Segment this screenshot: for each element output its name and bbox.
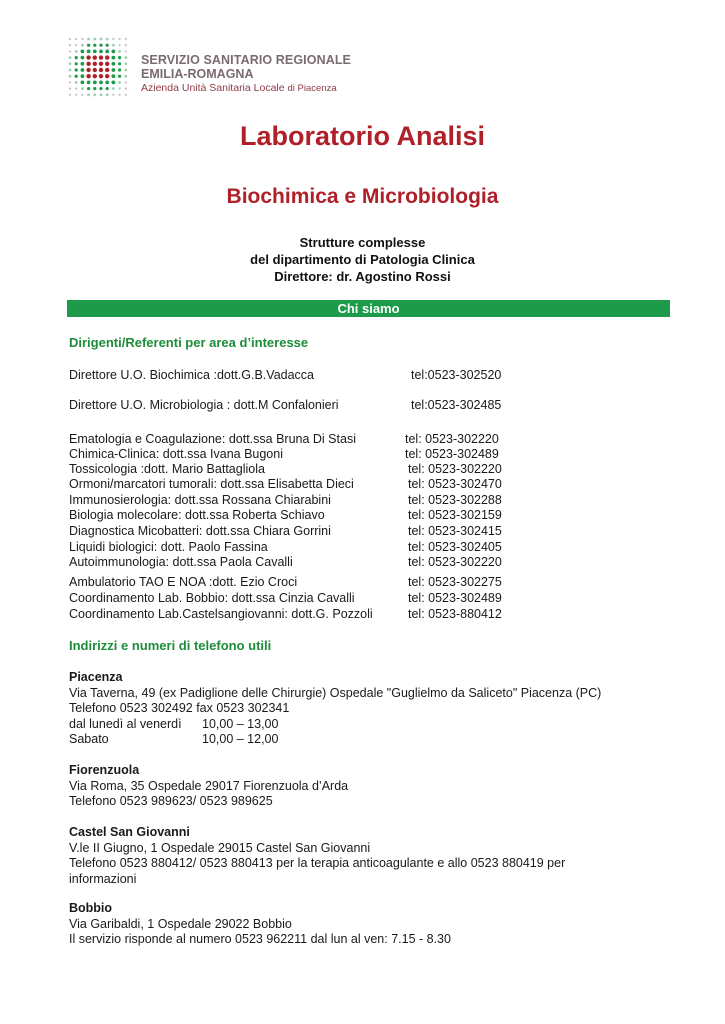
logo-dot: [125, 38, 127, 40]
referente-name: Tossicologia :dott. Mario Battagliola: [69, 462, 265, 476]
referente-tel: tel: 0523-302159: [408, 508, 502, 522]
logo-dot: [93, 50, 97, 54]
logo-dot: [118, 44, 120, 46]
referente-row: [69, 476, 629, 492]
city-name: Bobbio: [69, 901, 113, 915]
logo-text: [141, 53, 351, 96]
logo-dot-grid-icon: [67, 36, 131, 98]
referente-row: [69, 492, 629, 508]
referente-name: Ambulatorio TAO E NOA :dott. Ezio Croci: [69, 575, 298, 589]
org-line-3: [141, 81, 351, 96]
logo-dot: [87, 50, 91, 54]
logo-dot: [87, 93, 90, 96]
strutture-line-3: Direttore: dr. Agostino Rossi: [274, 269, 451, 284]
referente-tel: tel: 0523-302405: [408, 540, 502, 554]
city-name: Fiorenzuola: [69, 763, 140, 777]
referente-name: Coordinamento Lab. Bobbio: dott.ssa Cinzia Cavalli: [69, 591, 355, 605]
logo-dot: [118, 68, 121, 71]
logo-dot: [75, 75, 78, 78]
logo-dot: [81, 94, 83, 96]
address-line: Via Garibaldi, 1 Ospedale 29022 Bobbio: [69, 916, 292, 931]
address-block-castel-san-giovanni: [69, 825, 669, 887]
logo-dot: [87, 44, 90, 47]
page-title: Laboratorio Analisi: [239, 121, 486, 151]
logo-dot: [86, 62, 90, 66]
logo-dot: [69, 44, 71, 46]
logo-dot: [106, 87, 109, 90]
logo-dot: [99, 74, 103, 78]
referente-row: [69, 446, 629, 462]
logo-dot: [81, 56, 85, 60]
logo-dot: [69, 50, 71, 52]
referente-row: [69, 431, 629, 447]
logo-dot: [118, 56, 121, 59]
referente-name: Coordinamento Lab.Castelsangiovanni: dott.G. Pozzoli: [69, 607, 373, 621]
logo-dot: [99, 81, 103, 85]
logo-dot: [69, 56, 72, 59]
logo-dot: [118, 94, 120, 96]
hours-label: Sabato: [69, 732, 109, 746]
logo-dot: [81, 44, 84, 47]
logo-dot: [87, 81, 91, 85]
referente-tel: tel: 0523-880412: [408, 607, 502, 621]
referente-name: Immunosierologia: dott.ssa Rossana Chiarabini: [69, 493, 331, 507]
org-line-3-suffix: di Piacenza: [287, 83, 337, 94]
phone-line: Telefono 0523 989623/ 0523 989625: [69, 794, 273, 808]
logo-dot: [69, 69, 72, 72]
referente-tel: tel: 0523-302288: [408, 493, 502, 507]
logo-dot: [112, 87, 115, 90]
logo-dot: [93, 62, 97, 66]
logo-dot: [99, 87, 102, 90]
director-row: [69, 367, 629, 383]
logo-dot: [93, 68, 97, 72]
director-name: Direttore U.O. Biochimica :dott.G.B.Vadacca: [69, 368, 315, 382]
logo-dot: [93, 87, 96, 90]
logo-dot: [105, 50, 109, 54]
logo-dot: [105, 55, 109, 59]
logo-dot: [112, 56, 116, 60]
logo-dot: [112, 81, 116, 85]
logo-dot: [69, 81, 71, 83]
logo-dot: [106, 44, 109, 47]
logo-dot: [69, 87, 71, 89]
referente-tel: tel: 0523-302275: [408, 575, 502, 589]
logo-dot: [75, 81, 78, 84]
logo-dot: [125, 50, 127, 52]
logo-dot: [86, 68, 90, 72]
logo-dot: [100, 93, 103, 96]
logo-dot: [81, 68, 85, 72]
logo-dot: [86, 74, 90, 78]
city-name: Piacenza: [69, 670, 123, 684]
logo-dot: [75, 68, 78, 71]
logo-dot: [105, 81, 109, 85]
logo-dot: [69, 75, 72, 78]
logo-dot: [118, 50, 121, 53]
phone-line-cont: informazioni: [69, 871, 137, 886]
logo-dot: [93, 93, 96, 96]
logo-dot: [106, 93, 109, 96]
phone-line: Il servizio risponde al numero 0523 962211 dal lun al ven: 7.15 - 8.30: [69, 932, 451, 946]
dirigenti-heading: Dirigenti/Referenti per area d’interesse: [69, 335, 309, 350]
chi-siamo-bar: Chi siamo: [67, 300, 670, 317]
logo-dot: [69, 62, 72, 65]
logo-dot: [93, 55, 97, 59]
logo-dot: [124, 75, 127, 78]
address-line: Via Roma, 35 Ospedale 29017 Fiorenzuola d’Arda: [69, 778, 349, 793]
address-block-bobbio: [69, 901, 669, 948]
referente-name: Biologia molecolare: dott.ssa Roberta Schiavo: [69, 508, 325, 522]
director-name: Direttore U.O. Microbiologia : dott.M Confalonieri: [69, 398, 339, 412]
logo-dot: [81, 74, 85, 78]
logo-dot: [87, 87, 90, 90]
phone-line: Telefono 0523 880412/ 0523 880413 per la terapia anticoagulante e allo 0523 880419 per: [69, 856, 566, 870]
logo-dot: [75, 38, 77, 40]
logo-dot: [99, 44, 102, 47]
hours-label: dal lunedì al venerdì: [69, 716, 182, 731]
logo-dot: [75, 44, 77, 46]
hours-value: 10,00 – 13,00: [202, 716, 279, 731]
logo-dot: [81, 38, 83, 40]
logo-dot: [106, 38, 109, 41]
logo-dot: [105, 74, 109, 78]
org-line-1: SERVIZIO SANITARIO REGIONALE: [141, 53, 351, 67]
logo-dot: [112, 44, 115, 47]
logo-dot: [125, 44, 127, 46]
phone-line: Telefono 0523 302492 fax 0523 302341: [69, 701, 290, 715]
city-name: Castel San Giovanni: [69, 825, 190, 839]
logo-dot: [112, 74, 116, 78]
logo-dot: [125, 94, 127, 96]
referente-tel: tel: 0523-302489: [408, 591, 502, 605]
logo-dot: [75, 87, 77, 89]
director-tel: tel:0523-302485: [411, 398, 502, 412]
indirizzi-heading: Indirizzi e numeri di telefono utili: [69, 638, 272, 653]
logo-dot: [124, 56, 127, 59]
logo-dot: [99, 50, 103, 54]
logo-dot: [118, 81, 121, 84]
referente-tel: tel: 0523-302220: [408, 462, 502, 476]
logo-dot: [118, 87, 120, 89]
logo-dot: [124, 62, 127, 65]
referente-row: [69, 523, 629, 539]
logo-dot: [118, 75, 121, 78]
logo-dot: [112, 38, 114, 40]
logo-dot: [81, 62, 85, 66]
referente-tel: tel: 0523-302220: [408, 555, 502, 569]
logo-dot: [99, 62, 103, 66]
logo-dot: [125, 87, 127, 89]
logo-dot: [105, 68, 109, 72]
referente-row: [69, 507, 629, 523]
page-subtitle: Biochimica e Microbiologia: [226, 185, 499, 208]
strutture-block: [0, 234, 725, 285]
logo-dot: [75, 94, 77, 96]
hours-row: [69, 732, 669, 748]
referente-row: [69, 461, 629, 477]
logo-dot: [105, 62, 109, 66]
logo-dot: [99, 68, 103, 72]
hours-value: 10,00 – 12,00: [202, 732, 279, 746]
referente-row: [69, 590, 629, 606]
logo-dot: [87, 38, 90, 41]
referente-name: Ematologia e Coagulazione: dott.ssa Bruna Di Stasi: [69, 432, 356, 446]
logo-dot: [118, 62, 121, 65]
referente-row: [69, 574, 629, 590]
logo-dot: [75, 56, 78, 59]
address-block-fiorenzuola: [69, 763, 669, 810]
logo-dot: [93, 74, 97, 78]
org-line-3-main: Azienda Unità Sanitaria Locale: [141, 82, 285, 94]
referente-tel: tel: 0523-302415: [408, 524, 502, 538]
logo-dot: [93, 38, 96, 41]
referente-name: Chimica-Clinica: dott.ssa Ivana Bugoni: [69, 447, 283, 461]
strutture-line-2: del dipartimento di Patologia Clinica: [250, 252, 475, 267]
logo-dot: [100, 38, 103, 41]
logo-dot: [112, 68, 116, 72]
ausl-logo: [67, 36, 387, 100]
referente-row: [69, 539, 629, 555]
address-block-piacenza: [69, 670, 669, 748]
logo-dot: [112, 94, 114, 96]
referente-name: Autoimmunologia: dott.ssa Paola Cavalli: [69, 555, 293, 569]
referente-row: [69, 554, 629, 570]
logo-dot: [112, 50, 116, 54]
logo-dot: [118, 38, 120, 40]
director-row: [69, 397, 629, 413]
logo-dot: [124, 69, 127, 72]
address-line: V.le II Giugno, 1 Ospedale 29015 Castel San Giovanni: [69, 840, 371, 855]
logo-dot: [81, 87, 84, 90]
hours-row: [69, 717, 669, 733]
address-line: Via Taverna, 49 (ex Padiglione delle Chirurgie) Ospedale "Guglielmo da Saliceto" Piacenza (PC): [69, 685, 602, 700]
logo-dot: [99, 55, 103, 59]
referente-tel: tel: 0523-302489: [405, 447, 499, 461]
director-tel: tel:0523-302520: [411, 368, 502, 382]
logo-dot: [81, 81, 85, 85]
logo-dot: [86, 55, 90, 59]
referente-tel: tel: 0523-302220: [405, 432, 499, 446]
logo-dot: [69, 94, 71, 96]
org-line-2: EMILIA-ROMAGNA: [141, 67, 254, 81]
logo-dot: [69, 38, 71, 40]
logo-dot: [112, 62, 116, 66]
logo-dot: [93, 44, 96, 47]
logo-dot: [81, 50, 85, 54]
referente-name: Ormoni/marcatori tumorali: dott.ssa Elisabetta Dieci: [69, 477, 354, 491]
referente-name: Liquidi biologici: dott. Paolo Fassina: [69, 540, 268, 554]
logo-dot: [93, 81, 97, 85]
logo-dot: [75, 62, 78, 65]
logo-dot: [75, 50, 78, 53]
strutture-line-1: Strutture complesse: [299, 235, 426, 250]
logo-dot: [125, 81, 127, 83]
referente-row: [69, 606, 629, 622]
referente-name: Diagnostica Micobatteri: dott.ssa Chiara Gorrini: [69, 524, 331, 538]
referente-tel: tel: 0523-302470: [408, 477, 502, 491]
